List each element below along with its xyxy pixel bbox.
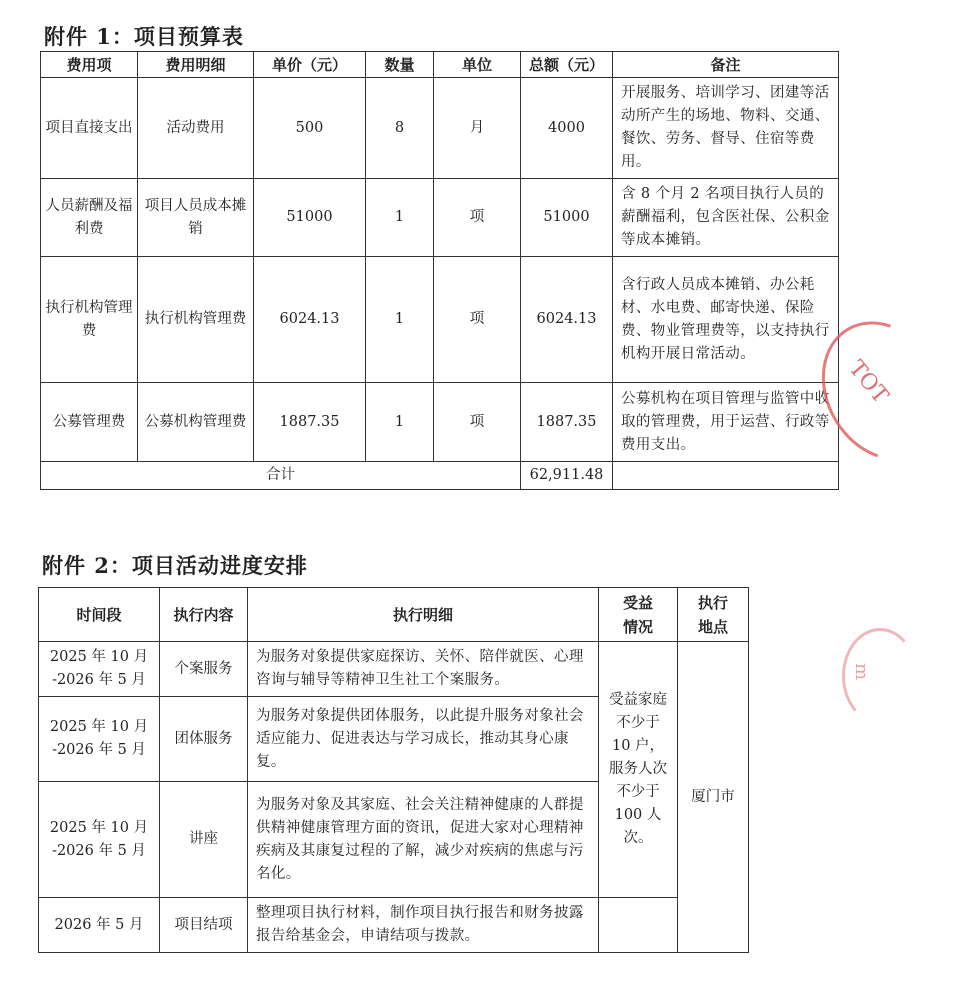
unit-price: 1887.35 (254, 383, 366, 462)
table-row (41, 257, 839, 383)
schedule-header-row (39, 588, 749, 642)
budget-total-row (41, 462, 839, 490)
budget-header-cell: 费用项 (41, 52, 138, 78)
remark: 含 8 个月 2 名项目执行人员的薪酬福利，包含医社保、公积金等成本摊销。 (613, 179, 839, 257)
budget-header-row (41, 52, 839, 78)
budget-table (40, 51, 839, 490)
execution-content: 项目结项 (160, 898, 248, 953)
budget-header-cell: 单位 (434, 52, 521, 78)
fee-item: 公募管理费 (41, 383, 138, 462)
fee-detail: 活动费用 (138, 78, 254, 179)
table-row (39, 642, 749, 697)
attachment1-title: 附件 1：项目预算表 (44, 24, 244, 49)
beneficiary-info: 受益家庭不少于 10 户，服务人次不少于 100 人次。 (599, 642, 678, 898)
budget-header-cell: 单价（元） (254, 52, 366, 78)
schedule-table (38, 587, 749, 953)
budget-header-cell: 数量 (366, 52, 434, 78)
execution-location: 厦门市 (678, 642, 749, 953)
time-period: 2025 年 10 月 -2026 年 5 月 (39, 697, 160, 782)
quantity: 8 (366, 78, 434, 179)
total-label: 合计 (41, 462, 521, 490)
fee-item: 人员薪酬及福利费 (41, 179, 138, 257)
budget-header-cell: 总额（元） (521, 52, 613, 78)
table-row (41, 383, 839, 462)
execution-detail: 为服务对象提供团体服务，以此提升服务对象社会适应能力、促进表达与学习成长，推动其身心康复。 (248, 697, 599, 782)
schedule-header-cell: 执行地点 (678, 588, 749, 642)
seal-text: TOT (843, 356, 893, 409)
unit: 月 (434, 78, 521, 179)
unit: 项 (434, 179, 521, 257)
schedule-header-cell: 受益情况 (599, 588, 678, 642)
table-row (41, 179, 839, 257)
attachment2-title: 附件 2：项目活动进度安排 (42, 553, 308, 578)
pink-seal-stamp (842, 628, 918, 724)
unit-price: 500 (254, 78, 366, 179)
schedule-header-cell: 执行明细 (248, 588, 599, 642)
remark: 含行政人员成本摊销、办公耗材、水电费、邮寄快递、保险费、物业管理费等，以支持执行机构开展日常活动。 (613, 257, 839, 383)
total-value: 62,911.48 (521, 462, 613, 490)
unit-price: 51000 (254, 179, 366, 257)
remark: 开展服务、培训学习、团建等活动所产生的场地、物料、交通、餐饮、劳务、督导、住宿等费用。 (613, 78, 839, 179)
quantity: 1 (366, 179, 434, 257)
total-amount: 6024.13 (521, 257, 613, 383)
unit-price: 6024.13 (254, 257, 366, 383)
execution-detail: 为服务对象及其家庭、社会关注精神健康的人群提供精神健康管理方面的资讯，促进大家对心理精神疾病及其康复过程的了解，减少对疾病的焦虑与污名化。 (248, 782, 599, 898)
time-period: 2026 年 5 月 (39, 898, 160, 953)
unit: 项 (434, 257, 521, 383)
quantity: 1 (366, 383, 434, 462)
table-row (39, 898, 749, 953)
time-period: 2025 年 10 月 -2026 年 5 月 (39, 642, 160, 697)
time-period: 2025 年 10 月 -2026 年 5 月 (39, 782, 160, 898)
remark: 公募机构在项目管理与监管中收取的管理费，用于运营、行政等费用支出。 (613, 383, 839, 462)
budget-header-cell: 费用明细 (138, 52, 254, 78)
schedule-header-cell: 执行内容 (160, 588, 248, 642)
fee-item: 项目直接支出 (41, 78, 138, 179)
execution-detail: 为服务对象提供家庭探访、关怀、陪伴就医、心理咨询与辅导等精神卫生社工个案服务。 (248, 642, 599, 697)
fee-item: 执行机构管理费 (41, 257, 138, 383)
seal-text: m (851, 662, 873, 681)
fee-detail: 执行机构管理费 (138, 257, 254, 383)
empty-cell (599, 898, 678, 953)
total-amount: 4000 (521, 78, 613, 179)
execution-content: 个案服务 (160, 642, 248, 697)
budget-header-cell: 备注 (613, 52, 839, 78)
quantity: 1 (366, 257, 434, 383)
fee-detail: 项目人员成本摊销 (138, 179, 254, 257)
execution-content: 讲座 (160, 782, 248, 898)
total-amount: 51000 (521, 179, 613, 257)
fee-detail: 公募机构管理费 (138, 383, 254, 462)
total-amount: 1887.35 (521, 383, 613, 462)
table-row (41, 78, 839, 179)
empty-cell (613, 462, 839, 490)
schedule-header-cell: 时间段 (39, 588, 160, 642)
unit: 项 (434, 383, 521, 462)
execution-detail: 整理项目执行材料，制作项目执行报告和财务披露报告给基金会，申请结项与拨款。 (248, 898, 599, 953)
execution-content: 团体服务 (160, 697, 248, 782)
